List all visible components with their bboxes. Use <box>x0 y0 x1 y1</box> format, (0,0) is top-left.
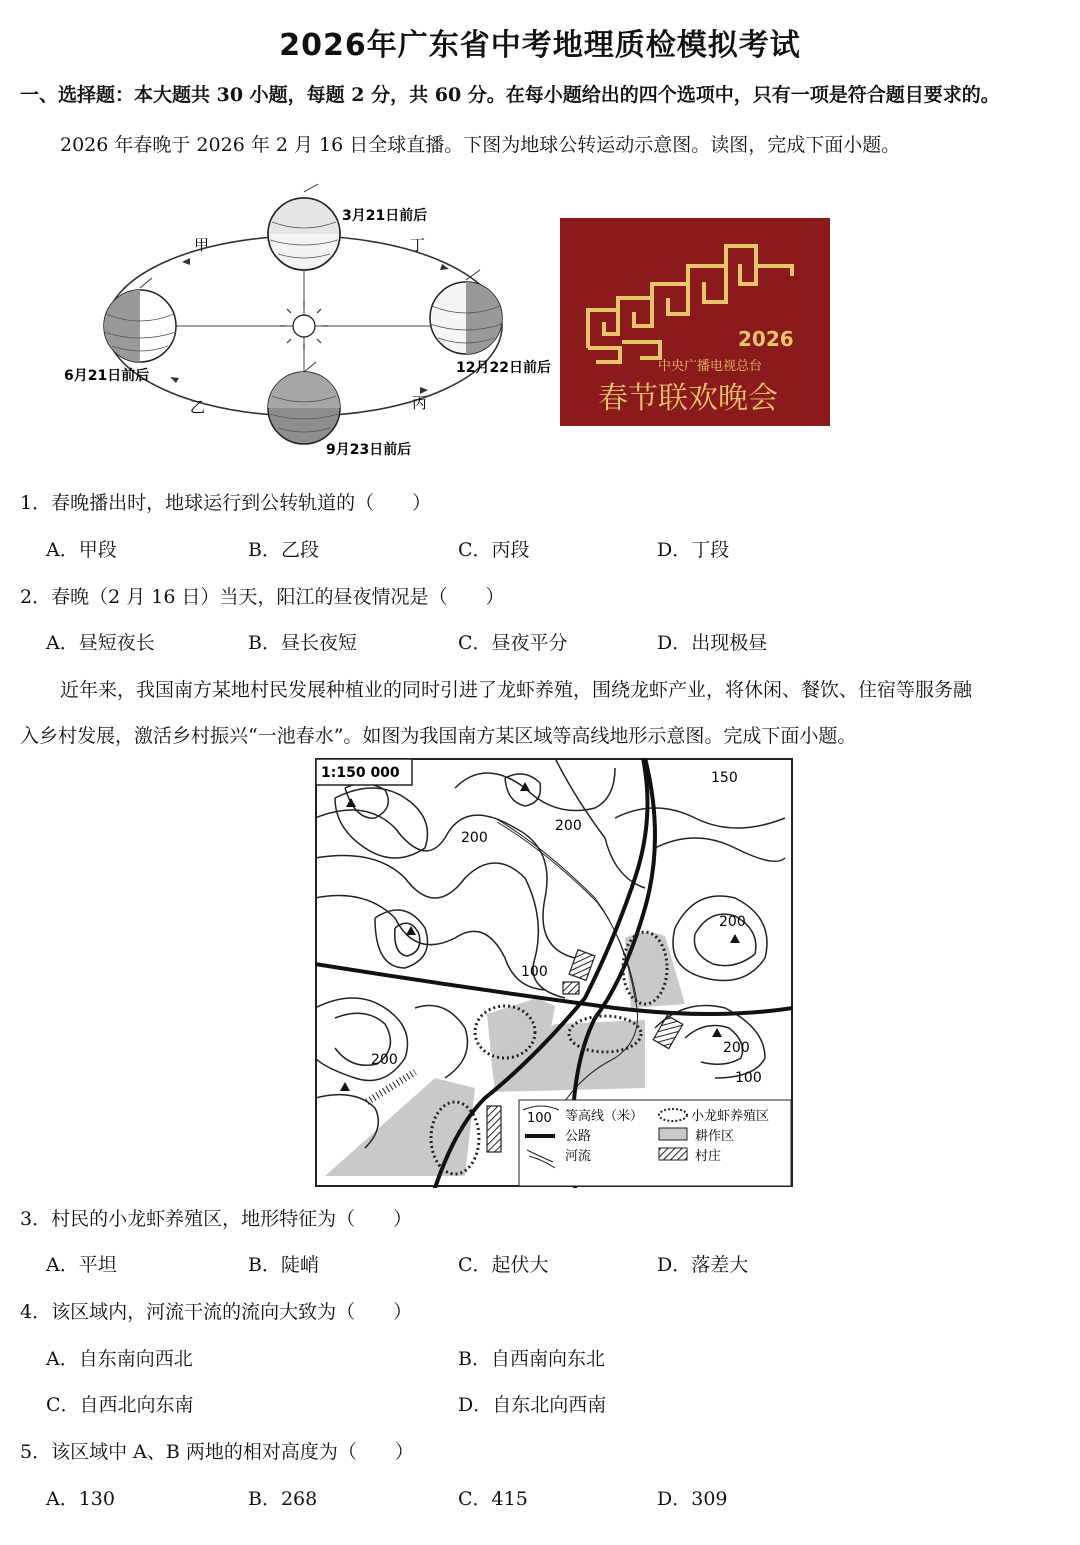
exam-title: 2026年广东省中考地理质检模拟考试 <box>279 28 801 63</box>
q4-option-b[interactable]: B．自西南向东北 <box>458 1348 605 1370</box>
contour-map <box>315 758 793 1188</box>
q2-option-a[interactable]: A．昼短夜长 <box>46 632 155 654</box>
legend-contour: 等高线（米） <box>565 1109 644 1124</box>
q4-option-d[interactable]: D．自东北向西南 <box>458 1394 607 1416</box>
q1-option-b[interactable]: B．乙段 <box>248 539 319 561</box>
date-label-june: 6月21日前后 <box>64 368 150 384</box>
legend-road: 公路 <box>565 1129 592 1144</box>
date-label-march: 3月21日前后 <box>342 208 428 224</box>
date-label-december: 12月22日前后 <box>456 360 551 376</box>
q1-option-a[interactable]: A．甲段 <box>46 539 117 561</box>
segment-bing: 丙 <box>412 394 428 412</box>
map-scale: 1:150 000 <box>321 765 400 781</box>
q5-option-b[interactable]: B．268 <box>248 1488 318 1510</box>
q5-option-a[interactable]: A．130 <box>46 1488 115 1510</box>
legend-farm: 耕作区 <box>695 1129 735 1144</box>
q2-option-c[interactable]: C．昼夜平分 <box>458 632 568 654</box>
q4-option-c[interactable]: C．自西北向东南 <box>46 1394 194 1416</box>
q2-option-d[interactable]: D．出现极昼 <box>657 632 768 654</box>
q3-option-d[interactable]: D．落差大 <box>657 1254 749 1276</box>
earth-bottom <box>268 362 340 444</box>
q5-stem: 5．该区域中 A、B 两地的相对高度为（ ） <box>20 1441 414 1463</box>
q1-stem: 1．春晚播出时，地球运行到公转轨道的（ ） <box>20 492 432 514</box>
date-label-september: 9月23日前后 <box>326 442 412 458</box>
q2-stem: 2．春晚（2 月 16 日）当天，阳江的昼夜情况是（ ） <box>20 586 505 608</box>
map-legend <box>519 1100 791 1186</box>
gala-name: 春节联欢晚会 <box>598 381 778 416</box>
contour-label-200-a: 200 <box>461 830 488 846</box>
q1-option-c[interactable]: C．丙段 <box>458 539 530 561</box>
contour-label-100-b: 100 <box>735 1070 762 1086</box>
earth-right <box>430 270 502 354</box>
orbit-diagram <box>60 178 570 468</box>
q5-option-c[interactable]: C．415 <box>458 1488 528 1510</box>
q1-option-d[interactable]: D．丁段 <box>657 539 730 561</box>
legend-river: 河流 <box>565 1149 592 1164</box>
q4-stem: 4．该区域内，河流干流的流向大致为（ ） <box>20 1301 413 1323</box>
gala-year: 2026 <box>738 327 794 351</box>
legend-pond: 小龙虾养殖区 <box>691 1109 770 1124</box>
segment-yi: 乙 <box>190 398 206 416</box>
intro-paragraph-2-line1: 近年来，我国南方某地村民发展种植业的同时引进了龙虾养殖，围绕龙虾产业，将休闲、餐饮、住宿等服务融 <box>60 679 973 701</box>
intro-paragraph-1: 2026 年春晚于 2026 年 2 月 16 日全球直播。下图为地球公转运动示意图。读图，完成下面小题。 <box>60 134 901 156</box>
q4-option-a[interactable]: A．自东南向西北 <box>46 1348 193 1370</box>
q3-option-c[interactable]: C．起伏大 <box>458 1254 549 1276</box>
contour-label-100-a: 100 <box>521 964 548 980</box>
q3-option-a[interactable]: A．平坦 <box>46 1254 117 1276</box>
section-heading: 一、选择题：本大题共 30 小题，每题 2 分，共 60 分。在每小题给出的四个选项中，只有一项是符合题目要求的。 <box>20 84 1000 106</box>
legend-village: 村庄 <box>695 1149 722 1164</box>
legend-contour-sample: 100 <box>527 1111 552 1126</box>
gala-logo <box>560 218 830 426</box>
contour-label-200-d: 200 <box>723 1040 750 1056</box>
q2-option-b[interactable]: B．昼长夜短 <box>248 632 357 654</box>
q3-stem: 3．村民的小龙虾养殖区，地形特征为（ ） <box>20 1208 413 1230</box>
contour-label-200-c: 200 <box>719 914 746 930</box>
gala-org: 中央广播电视总台 <box>658 359 763 374</box>
contour-label-150: 150 <box>711 770 738 786</box>
earth-top <box>268 184 340 270</box>
segment-ding: 丁 <box>410 236 426 254</box>
q5-option-d[interactable]: D．309 <box>657 1488 728 1510</box>
contour-label-200-b: 200 <box>555 818 582 834</box>
q3-option-b[interactable]: B．陡峭 <box>248 1254 319 1276</box>
earth-left <box>104 278 176 362</box>
intro-paragraph-2-line2: 入乡村发展，激活乡村振兴“一池春水”。如图为我国南方某区域等高线地形示意图。完成下面小题。 <box>20 725 857 747</box>
contour-label-200-e: 200 <box>371 1052 398 1068</box>
segment-jia: 甲 <box>194 236 210 254</box>
